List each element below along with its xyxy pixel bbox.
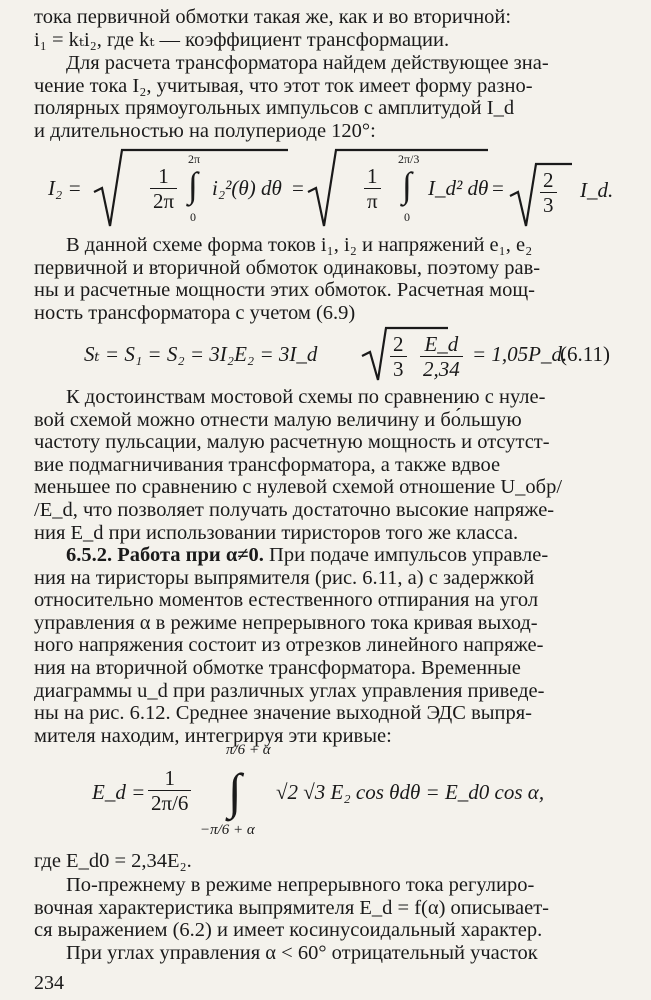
paragraph-intro (34, 6, 626, 51)
equals-sign: = (292, 176, 304, 200)
text-line: К достоинствам мостовой схемы по сравнению с нуле- (66, 386, 546, 408)
text-line: и длительностью на полупериоде 120°: (34, 119, 376, 142)
integral-lower-limit: 0 (190, 210, 196, 224)
text-line: вочная характеристика выпрямителя E_d = f(α) описывает- (34, 896, 550, 919)
text-line: ность трансформатора с учетом (6.9) (34, 301, 356, 324)
text-line: ны на рис. 6.12. Среднее значение выходной ЭДС выпря- (34, 702, 533, 725)
text-line: ся выражением (6.2) и имеет косинусоидальный характер. (34, 919, 543, 942)
denominator: 3 (393, 357, 404, 382)
integrand: i₂²(θ) dθ (212, 176, 282, 200)
denominator: π (367, 189, 378, 214)
equation-st (0, 326, 651, 382)
page-number: 234 (34, 972, 64, 994)
text-line: полярных прямоугольных импульсов с амплитудой I_d (34, 97, 515, 120)
text-line: вой схемой можно отнести малую величину и бо́льшую (34, 408, 522, 431)
paragraph-merits (34, 386, 626, 544)
equation-number: (6.11) (560, 342, 610, 366)
paragraph-regulation (34, 874, 626, 942)
integral-sign: ∫ (228, 763, 242, 819)
text-line: ния E_d при использовании тиристоров того же класса. (34, 521, 519, 544)
integral-sign: ∫ (188, 165, 198, 205)
integral-upper-limit: 2π (188, 152, 201, 166)
equation-i2 (0, 148, 651, 230)
text-line: меньшее по сравнению с нулевой схемой отношение U_обр/ (34, 476, 563, 499)
text-line: где E_d0 = 2,34E₂. (34, 850, 192, 872)
paragraph-calculation (34, 52, 626, 142)
equals-sign: = (492, 176, 504, 200)
fraction (420, 332, 463, 381)
text-line: вие подмагничивания трансформатора, а также вдвое (34, 453, 501, 476)
text-line: ного напряжения состоит из отрезков линейного напряже- (34, 634, 544, 657)
fraction (540, 168, 557, 217)
eq-lhs: Sₜ = S₁ = S₂ = 3I₂E₂ = 3I_d (84, 342, 318, 366)
section-text: При подаче импульсов управле- (269, 544, 549, 566)
eq-rhs: = 1,05P_d. (472, 342, 568, 366)
equation-ed (0, 738, 651, 846)
paragraph-angles (34, 942, 626, 965)
integral-sign: ∫ (402, 165, 412, 205)
numerator: 2 (390, 332, 407, 357)
numerator: 1 (364, 164, 381, 189)
integrand: √2 √3 E₂ cos θdθ = E_d0 cos α, (276, 780, 545, 804)
text-line: управления α в режиме непрерывного тока кривая выход- (34, 611, 538, 634)
text-line: /E_d, что позволяет получать достаточно высокие напряже- (34, 498, 555, 521)
denominator: 2,34 (423, 357, 460, 382)
text-line: тока первичной обмотки такая же, как и во вторичной: (34, 6, 512, 28)
text-line (34, 544, 626, 567)
fraction (364, 164, 381, 213)
fraction (148, 766, 191, 815)
text-line: По-прежнему в режиме непрерывного тока регулиро- (66, 874, 535, 896)
text-line: мителя находим, интегрируя эти кривые: (34, 724, 392, 747)
text-line: относительно моментов естественного отпирания на угол (34, 589, 539, 612)
integral-upper-limit: π/6 + α (226, 742, 271, 758)
denominator: 3 (543, 193, 554, 218)
paragraph-scheme (34, 234, 626, 324)
text-line: ния на вторичной обмотке трансформатора. Временные (34, 656, 521, 679)
integral-upper-limit: 2π/3 (398, 152, 420, 166)
section-6-5-2 (34, 544, 626, 747)
text-line: чение тока I₂, учитывая, что этот ток имеет форму разно- (34, 74, 533, 97)
fraction (150, 164, 177, 213)
eq-lhs: E_d = (92, 780, 146, 804)
section-heading: 6.5.2. Работа при α≠0. (66, 544, 264, 566)
text-line: ны и расчетные мощности этих обмоток. Расчетная мощ- (34, 279, 535, 302)
denominator: 2π/6 (151, 791, 189, 816)
text-line: первичной и вторичной обмоток одинаковы, поэтому рав- (34, 256, 541, 279)
eq-tail: I_d. (580, 178, 614, 202)
paragraph-where (34, 850, 626, 873)
numerator: 1 (150, 164, 177, 189)
denominator: 2π (153, 189, 175, 214)
eq-lhs: I₂ = (48, 176, 82, 200)
integrand: I_d² dθ (428, 176, 489, 200)
text-line: В данной схеме форма токов i₁, i₂ и напряжений e₁, e₂ (66, 234, 533, 256)
text-line: При углах управления α < 60° отрицательный участок (66, 942, 538, 964)
integral-lower-limit: −π/6 + α (200, 822, 255, 838)
fraction (390, 332, 407, 381)
text-line: частоту пульсации, малую расчетную мощность и отсутст- (34, 431, 550, 454)
text-line: Для расчета трансформатора найдем действующее зна- (66, 52, 549, 74)
integral-lower-limit: 0 (404, 210, 410, 224)
numerator: 2 (540, 168, 557, 193)
text-line: ния на тиристоры выпрямителя (рис. 6.11, а) с задержкой (34, 566, 535, 589)
text-line: диаграммы u_d при различных углах управления приведе- (34, 679, 545, 702)
numerator: 1 (148, 766, 191, 791)
text-line: i₁ = kₜi₂, где kₜ — коэффициент трансформации. (34, 28, 450, 51)
numerator: E_d (420, 332, 463, 357)
